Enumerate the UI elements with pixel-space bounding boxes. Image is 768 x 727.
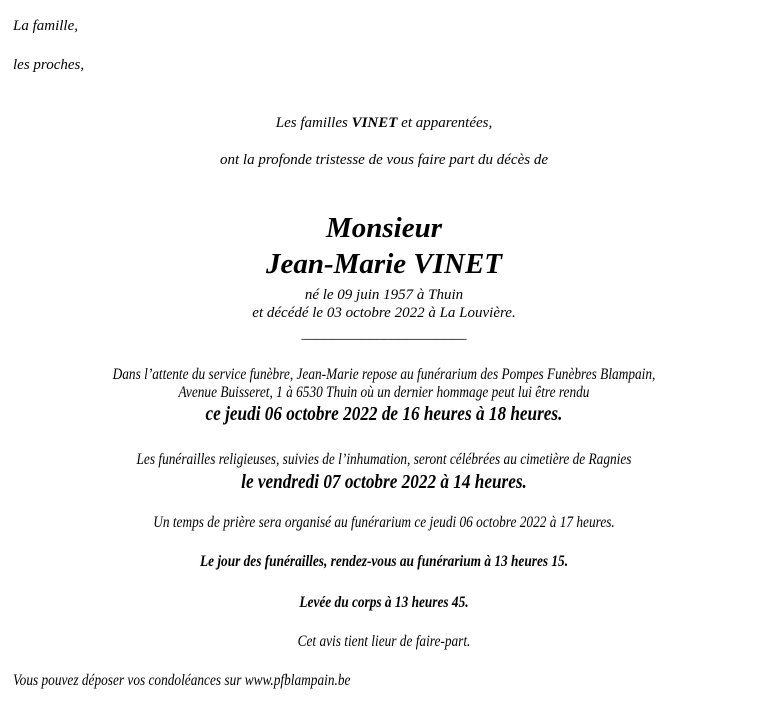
prayer-info: Un temps de prière sera organisé au funérarium ce jeudi 06 octobre 2022 à 17 heures. bbox=[153, 514, 615, 531]
deceased-title: Monsieur bbox=[325, 212, 443, 244]
birth-info: né le 09 juin 1957 à Thuin bbox=[304, 287, 464, 303]
meeting-info: Le jour des funérailles, rendez-vous au funérarium à 13 heures 15. bbox=[199, 553, 569, 570]
funeral-info: Les funérailles religieuses, suivies de l’inhumation, seront célébrées au cimetière de Ragnies bbox=[136, 451, 632, 468]
death-info: et décédé le 03 octobre 2022 à La Louvière. bbox=[252, 305, 516, 321]
funeral-date: le vendredi 07 octobre 2022 à 14 heures. bbox=[241, 471, 527, 493]
separator: ______________________ bbox=[301, 326, 467, 342]
families-suffix: et apparentées, bbox=[397, 115, 493, 131]
deceased-name: Jean-Marie VINET bbox=[265, 248, 503, 280]
greeting-relatives: les proches, bbox=[13, 57, 85, 73]
visitation-time: ce jeudi 06 octobre 2022 de 16 heures à 18 heures. bbox=[205, 403, 563, 425]
notice-note: Cet avis tient lieur de faire-part. bbox=[297, 633, 471, 650]
announcement: ont la profonde tristesse de vous faire part du décès de bbox=[219, 152, 548, 168]
families-prefix: Les familles bbox=[275, 115, 352, 131]
families-name: VINET bbox=[351, 115, 398, 131]
greeting-family: La famille, bbox=[13, 18, 79, 34]
departure-info: Levée du corps à 13 heures 45. bbox=[299, 594, 469, 611]
condolences-info: Vous pouvez déposer vos condoléances sur www.pfblampain.be bbox=[13, 672, 351, 689]
families-line bbox=[0, 115, 768, 132]
rest-info-line-2: Avenue Buisseret, 1 à 6530 Thuin où un dernier hommage peut lui être rendu bbox=[178, 384, 590, 401]
rest-info-line-1: Dans l’attente du service funèbre, Jean-Marie repose au funérarium des Pompes Funèbres Blampain, bbox=[112, 366, 656, 383]
